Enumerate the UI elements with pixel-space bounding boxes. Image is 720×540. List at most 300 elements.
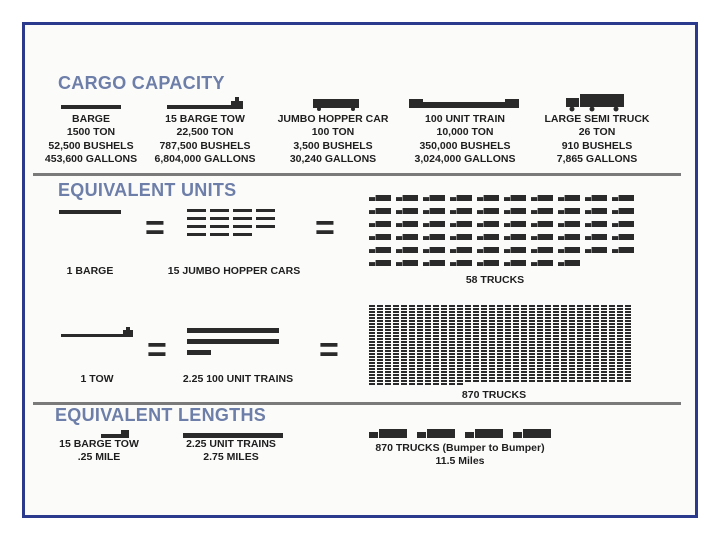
hopper-car-icon [441, 335, 447, 337]
hopper-car-icon [489, 374, 495, 376]
hopper-car-icon [561, 308, 567, 310]
hopper-car-icon [433, 371, 439, 373]
hopper-car-icon [489, 371, 495, 373]
hopper-car-icon [505, 362, 511, 364]
hopper-car-icon [537, 332, 543, 334]
hopper-car-icon [417, 308, 423, 310]
hopper-car-icon [377, 329, 383, 331]
hopper-car-icon [449, 329, 455, 331]
hopper-car-icon [537, 365, 543, 367]
hopper-car-icon [425, 332, 431, 334]
hopper-car-icon [593, 368, 599, 370]
hopper-car-icon [377, 362, 383, 364]
hopper-car-icon [529, 377, 535, 379]
cargo-barge-tow: 15 BARGE TOW 22,500 TON 787,500 BUSHELS 6,804,000 GALLONS [154, 113, 256, 166]
hopper-car-icon [505, 326, 511, 328]
hopper-car-icon [529, 314, 535, 316]
hopper-car-icon [489, 317, 495, 319]
hopper-car-icon [617, 374, 623, 376]
barge-tow-icon [167, 97, 243, 111]
hopper-car-icon [449, 317, 455, 319]
hopper-car-icon [601, 314, 607, 316]
hopper-car-icon [577, 356, 583, 358]
truck-icon [504, 260, 526, 266]
hopper-car-icon [593, 332, 599, 334]
hopper-car-icon [489, 341, 495, 343]
hopper-car-icon [457, 314, 463, 316]
hopper-car-icon [441, 329, 447, 331]
hopper-car-icon [505, 347, 511, 349]
hopper-car-icon [425, 380, 431, 382]
hopper-car-icon [601, 377, 607, 379]
hopper-car-icon [377, 374, 383, 376]
hopper-car-icon [545, 347, 551, 349]
hopper-car-icon [465, 344, 471, 346]
hopper-car-icon [593, 365, 599, 367]
truck-icon [477, 195, 499, 201]
hopper-car-icon [513, 350, 519, 352]
hopper-car-icon [401, 347, 407, 349]
hopper-car-icon [401, 320, 407, 322]
equivalent-units-heading: EQUIVALENT UNITS [58, 180, 237, 200]
hopper-car-icon [529, 311, 535, 313]
hopper-car-icon [593, 305, 599, 307]
truck-icon [558, 221, 580, 227]
hopper-car-icon [441, 317, 447, 319]
hopper-car-icon [393, 383, 399, 385]
hopper-car-icon [489, 347, 495, 349]
hopper-car-icon [369, 320, 375, 322]
hopper-car-icon [529, 356, 535, 358]
hopper-car-icon [481, 320, 487, 322]
hopper-car-icon [617, 305, 623, 307]
unit-trains-icon [187, 327, 279, 355]
hopper-car-icon [369, 326, 375, 328]
hopper-car-icon [497, 374, 503, 376]
truck-icon [612, 208, 634, 214]
hopper-car-icon [489, 365, 495, 367]
hopper-car-icon [473, 371, 479, 373]
hopper-car-icon [417, 332, 423, 334]
hopper-car-icon [369, 347, 375, 349]
hopper-car-icon [521, 311, 527, 313]
hopper-car-icon [505, 308, 511, 310]
hopper-car-icon [561, 305, 567, 307]
hopper-car-icon [497, 356, 503, 358]
hopper-car-icon [369, 344, 375, 346]
hopper-car-icon [529, 359, 535, 361]
hopper-car-icon [393, 365, 399, 367]
hopper-car-icon [577, 368, 583, 370]
hopper-car-icon [473, 344, 479, 346]
hopper-car-icon [425, 341, 431, 343]
hopper-car-icon [577, 371, 583, 373]
hopper-car-icon [609, 365, 615, 367]
hopper-car-icon [585, 320, 591, 322]
hopper-car-icon [553, 323, 559, 325]
hopper-car-icon [385, 356, 391, 358]
hopper-car-icon [601, 362, 607, 364]
hopper-car-icon [569, 380, 575, 382]
hopper-car-icon [465, 368, 471, 370]
hopper-car-icon [513, 335, 519, 337]
hopper-car-icon [617, 338, 623, 340]
hopper-car-icon [401, 344, 407, 346]
hopper-car-icon [441, 374, 447, 376]
truck-icon [585, 208, 607, 214]
hopper-car-icon [210, 225, 229, 228]
hopper-car-icon [625, 329, 631, 331]
truck-icon [450, 260, 472, 266]
semi-truck-icon [566, 94, 624, 112]
hopper-car-icon [393, 344, 399, 346]
hopper-car-icon [417, 329, 423, 331]
hopper-car-icon [385, 335, 391, 337]
hopper-car-icon [553, 371, 559, 373]
hopper-car-icon [585, 317, 591, 319]
hopper-car-icon [393, 335, 399, 337]
hopper-car-icon [593, 353, 599, 355]
hopper-car-icon [513, 305, 519, 307]
hopper-car-icon [569, 314, 575, 316]
hopper-car-icon [545, 317, 551, 319]
hopper-car-icon [457, 332, 463, 334]
hopper-car-icon [457, 347, 463, 349]
hopper-car-icon [433, 359, 439, 361]
cargo-capacity-heading: CARGO CAPACITY [58, 73, 225, 93]
hopper-car-icon [593, 308, 599, 310]
hopper-car-icon [449, 311, 455, 313]
hopper-car-icon [593, 374, 599, 376]
hopper-car-icon [505, 341, 511, 343]
hopper-car-icon [393, 371, 399, 373]
hopper-car-icon [417, 323, 423, 325]
hopper-car-icon [489, 380, 495, 382]
hopper-car-icon [609, 344, 615, 346]
hopper-car-icon [513, 362, 519, 364]
hopper-car-icon [505, 323, 511, 325]
cargo-hopper-car: JUMBO HOPPER CAR 100 TON 3,500 BUSHELS 30,240 GALLONS [277, 113, 389, 166]
hopper-car-icon [505, 368, 511, 370]
truck-icon [396, 247, 418, 253]
hopper-car-icon [401, 380, 407, 382]
hopper-car-icon [537, 344, 543, 346]
hopper-car-icon [553, 329, 559, 331]
hopper-car-icon [601, 359, 607, 361]
hopper-car-icon [401, 314, 407, 316]
hopper-car-icon [457, 359, 463, 361]
hopper-car-icon [369, 311, 375, 313]
trucks-grid-58 [369, 195, 639, 273]
hopper-car-icon [497, 362, 503, 364]
hopper-car-icon [569, 335, 575, 337]
hopper-car-icon [481, 344, 487, 346]
hopper-car-icon [425, 308, 431, 310]
hopper-car-icon [401, 374, 407, 376]
hopper-car-icon [577, 317, 583, 319]
hopper-car-icon [545, 362, 551, 364]
hopper-car-icon [505, 305, 511, 307]
hopper-car-icon [577, 341, 583, 343]
hopper-car-icon [433, 335, 439, 337]
truck-icon [558, 260, 580, 266]
hopper-car-icon [369, 365, 375, 367]
hopper-car-icon [401, 377, 407, 379]
hopper-car-icon [409, 374, 415, 376]
hopper-car-icon [545, 341, 551, 343]
hopper-car-icon [617, 350, 623, 352]
truck-icon [450, 234, 472, 240]
truck-icon [477, 208, 499, 214]
hopper-car-icon [473, 365, 479, 367]
hopper-car-icon [609, 329, 615, 331]
hopper-car-icon [497, 320, 503, 322]
hopper-car-icon [187, 225, 206, 228]
hopper-car-icon [553, 347, 559, 349]
hopper-car-icon [481, 368, 487, 370]
hopper-car-icon [489, 362, 495, 364]
hopper-car-icon [369, 341, 375, 343]
hopper-car-icon [457, 353, 463, 355]
hopper-car-icon [433, 350, 439, 352]
hopper-car-icon [545, 365, 551, 367]
hopper-car-icon [497, 323, 503, 325]
hopper-car-icon [465, 356, 471, 358]
hopper-car-icon [561, 368, 567, 370]
hopper-car-icon [409, 377, 415, 379]
hopper-car-icon [585, 341, 591, 343]
hopper-car-icon [409, 311, 415, 313]
hopper-car-icon [521, 305, 527, 307]
hopper-car-icon [409, 305, 415, 307]
hopper-car-icon [569, 326, 575, 328]
hopper-car-icon [369, 377, 375, 379]
hopper-car-icon [577, 326, 583, 328]
hopper-car-icon [369, 353, 375, 355]
hopper-car-icon [489, 350, 495, 352]
truck-icon [369, 221, 391, 227]
hopper-car-icon [609, 323, 615, 325]
hopper-car-icon [393, 362, 399, 364]
hopper-car-icon [385, 377, 391, 379]
hopper-car-icon [513, 329, 519, 331]
hopper-car-icon [385, 353, 391, 355]
hopper-car-icon [417, 317, 423, 319]
hopper-car-icon [385, 326, 391, 328]
hopper-car-icon [465, 374, 471, 376]
hopper-car-icon [593, 320, 599, 322]
hopper-car-icon [457, 305, 463, 307]
hopper-car-icon [505, 377, 511, 379]
hopper-car-icon [433, 356, 439, 358]
hopper-car-icon [393, 356, 399, 358]
hopper-car-icon [457, 377, 463, 379]
hopper-car-icon [187, 233, 206, 236]
hopper-car-icon [601, 320, 607, 322]
truck-icon [585, 247, 607, 253]
truck-icon [477, 260, 499, 266]
hopper-car-icon [561, 332, 567, 334]
hopper-car-icon [401, 326, 407, 328]
hopper-car-icon [393, 332, 399, 334]
hopper-car-icon [457, 380, 463, 382]
hopper-car-icon [513, 317, 519, 319]
hopper-car-icon [553, 359, 559, 361]
hopper-car-icon [473, 347, 479, 349]
hopper-car-icon [369, 332, 375, 334]
hopper-car-icon [409, 353, 415, 355]
hopper-car-icon [505, 380, 511, 382]
hopper-car-icon [473, 329, 479, 331]
hopper-car-icon [601, 317, 607, 319]
hopper-car-icon [425, 377, 431, 379]
hopper-car-icon [489, 329, 495, 331]
hopper-car-icon [465, 341, 471, 343]
hopper-car-icon [465, 332, 471, 334]
hopper-car-icon [441, 377, 447, 379]
hopper-car-icon [545, 359, 551, 361]
hopper-car-icon [617, 308, 623, 310]
hopper-car-icon [505, 335, 511, 337]
hopper-car-icon [585, 308, 591, 310]
hopper-car-icon [369, 350, 375, 352]
hopper-car-icon [441, 338, 447, 340]
hopper-car-icon [497, 359, 503, 361]
hopper-car-icon [537, 308, 543, 310]
hopper-car-icon [473, 341, 479, 343]
hopper-car-icon [617, 311, 623, 313]
hopper-car-icon [537, 326, 543, 328]
hopper-car-icon [401, 371, 407, 373]
hopper-car-icon [609, 353, 615, 355]
hopper-car-icon [473, 362, 479, 364]
hopper-car-icon [425, 338, 431, 340]
hopper-car-icon [537, 314, 543, 316]
hopper-car-icon [569, 341, 575, 343]
hopper-car-icon [449, 335, 455, 337]
hopper-car-icon [553, 341, 559, 343]
hopper-car-icon [537, 335, 543, 337]
hopper-car-icon [481, 371, 487, 373]
hopper-car-icon [417, 374, 423, 376]
hopper-car-icon [585, 314, 591, 316]
hopper-car-icon [561, 365, 567, 367]
hopper-car-icon [585, 329, 591, 331]
hopper-car-icon [481, 380, 487, 382]
hopper-car-icon [577, 314, 583, 316]
hopper-car-icon [561, 326, 567, 328]
hopper-car-icon [369, 374, 375, 376]
hopper-car-icon [425, 305, 431, 307]
hopper-car-icon [521, 314, 527, 316]
hopper-car-icon [553, 374, 559, 376]
truck-icon [504, 195, 526, 201]
hopper-car-icon [609, 305, 615, 307]
hopper-car-icon [513, 344, 519, 346]
hopper-car-icon [561, 317, 567, 319]
hopper-car-icon [401, 323, 407, 325]
hopper-car-icon [433, 365, 439, 367]
hopper-car-icon [585, 350, 591, 352]
hopper-car-icon [465, 326, 471, 328]
hopper-car-icon [585, 365, 591, 367]
hopper-car-icon [529, 320, 535, 322]
hopper-car-icon [425, 344, 431, 346]
hopper-car-icon [577, 305, 583, 307]
hopper-car-icon [497, 347, 503, 349]
hopper-car-icon [569, 374, 575, 376]
hopper-car-icon [529, 329, 535, 331]
hopper-car-icon [377, 341, 383, 343]
hopper-car-icon [553, 305, 559, 307]
hopper-car-icon [465, 311, 471, 313]
hopper-car-icon [385, 317, 391, 319]
hopper-car-icon [521, 317, 527, 319]
hopper-car-icon [529, 326, 535, 328]
hopper-car-icon [489, 311, 495, 313]
truck-icon [369, 247, 391, 253]
hopper-car-icon [401, 335, 407, 337]
hopper-car-icon [417, 365, 423, 367]
hopper-car-icon [425, 326, 431, 328]
hopper-car-icon [553, 320, 559, 322]
hopper-car-icon [497, 329, 503, 331]
hopper-car-icon [433, 380, 439, 382]
hopper-car-icon [521, 332, 527, 334]
hopper-car-icon [401, 329, 407, 331]
hopper-car-icon [393, 368, 399, 370]
hopper-car-icon [601, 332, 607, 334]
hopper-car-icon [577, 308, 583, 310]
hopper-car-icon [601, 365, 607, 367]
hopper-car-icon [457, 374, 463, 376]
hopper-car-icon [449, 338, 455, 340]
hopper-car-icon [409, 380, 415, 382]
hopper-car-icon [521, 308, 527, 310]
hopper-car-icon [369, 308, 375, 310]
units-label-unit-trains: 2.25 100 UNIT TRAINS [182, 373, 294, 385]
hopper-car-icon [521, 338, 527, 340]
hopper-car-icon [385, 374, 391, 376]
hopper-car-icon [585, 323, 591, 325]
hopper-car-icon [577, 311, 583, 313]
hopper-car-icon [401, 359, 407, 361]
hopper-car-icon [545, 326, 551, 328]
truck-icon [396, 260, 418, 266]
hopper-car-icon [465, 335, 471, 337]
hopper-car-icon [377, 338, 383, 340]
hopper-car-icon [545, 374, 551, 376]
hopper-car-icon [481, 353, 487, 355]
hopper-car-icon [585, 359, 591, 361]
hopper-car-icon [409, 308, 415, 310]
hopper-car-icon [441, 365, 447, 367]
hopper-car-icon [449, 371, 455, 373]
hopper-car-icon [473, 356, 479, 358]
hopper-car-icon [513, 308, 519, 310]
hopper-car-icon [625, 359, 631, 361]
hopper-car-icon [449, 362, 455, 364]
hopper-car-icon [433, 368, 439, 370]
hopper-car-icon [497, 377, 503, 379]
hopper-car-icon [497, 332, 503, 334]
hopper-car-icon [569, 377, 575, 379]
hopper-car-icon [617, 347, 623, 349]
hopper-car-icon [625, 356, 631, 358]
hopper-car-icon [256, 217, 275, 220]
hopper-car-icon [425, 329, 431, 331]
hopper-car-icon [497, 368, 503, 370]
